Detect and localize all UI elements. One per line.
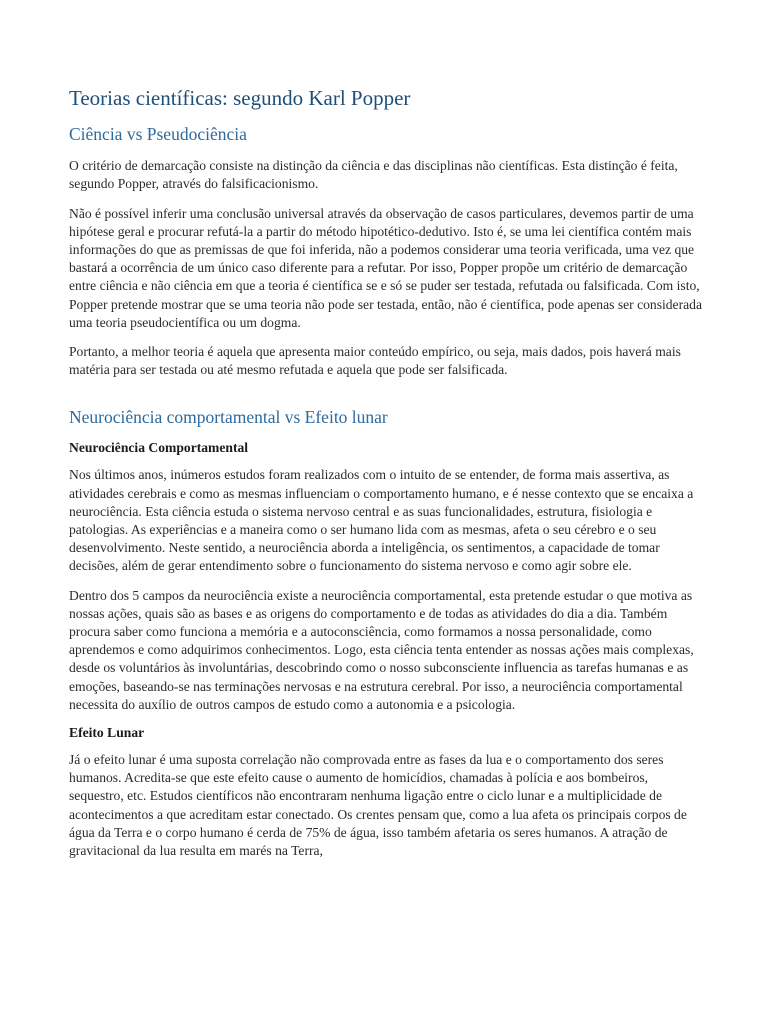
section-heading-neurociencia-vs-efeito-lunar: Neurociência comportamental vs Efeito lunar	[69, 407, 388, 428]
document-page	[69, 86, 703, 871]
paragraph: O critério de demarcação consiste na distinção da ciência e das disciplinas não científicas. Esta distinção é feita, segundo Popper, através do falsificacionismo.	[69, 158, 678, 192]
subsection-heading-efeito-lunar: Efeito Lunar	[69, 725, 145, 741]
section-heading-ciencia-vs-pseudociencia: Ciência vs Pseudociência	[69, 124, 247, 145]
subsection-heading-neurociencia-comportamental: Neurociência Comportamental	[69, 440, 249, 456]
document-title: Teorias científicas: segundo Karl Popper	[69, 86, 411, 110]
paragraph: Dentro dos 5 campos da neurociência existe a neurociência comportamental, esta pretende estudar o que motiva as nossas ações, quais são as bases e as origens do comportamento e de todas as atividades do dia a dia. Também procura saber como funciona a memória e a autoconsciência, como formamos a nossa personalidade, como aprendemos e como adquirimos conhecimentos. Logo, esta ciência tenta entender as nossas ações mais complexas, desde os voluntários às involuntárias, descobrindo como o nosso subconsciente influencia as tarefas humanas e as emoções, baseando-se nas terminações nervosas e na estrutura cerebral. Por isso, a neurociência comportamental necessita do auxílio de outros campos de estudo como a autonomia e a psicologia.	[69, 587, 694, 712]
paragraph: Nos últimos anos, inúmeros estudos foram realizados com o intuito de se entender, de forma mais assertiva, as atividades cerebrais e como as mesmas influenciam o comportamento humano, e é nesse contexto que se encaixa a neurociência. Esta ciência estuda o sistema nervoso central e as suas funcionalidades, estrutura, fisiologia e patologias. As experiências e a maneira como o ser humano lida com as mesmas, afeta o seu cérebro e o seu desenvolvimento. Neste sentido, a neurociência aborda a inteligência, os sentimentos, a capacidade de tomar decisões, além de gerar entendimento sobre o funcionamento do sistema nervoso e como agir sobre ele.	[69, 467, 694, 574]
paragraph: Não é possível inferir uma conclusão universal através da observação de casos particulares, devemos partir de uma hipótese geral e procurar refutá-la a partir do método hipotético-dedutivo. Isto é, se uma lei científica contém mais informações do que as premissas de que foi inferida, não a podemos considerar uma teoria verificada, uma vez que bastará a ocorrência de um único caso diferente para a refutar. Por isso, Popper propõe um critério de demarcação entre ciência e não ciência em que a teoria é científica se e só se puder ser testada, refutada ou falsificada. Com isto, Popper pretende mostrar que se uma teoria não pode ser testada, então, não é científica, pode apenas ser considerada uma teoria pseudocientífica ou um dogma.	[69, 205, 702, 330]
paragraph: Já o efeito lunar é uma suposta correlação não comprovada entre as fases da lua e o comportamento dos seres humanos. Acredita-se que este efeito cause o aumento de homicídios, chamadas à polícia e aos bombeiros, sequestro, etc. Estudos científicos não encontraram nenhuma ligação entre o ciclo lunar e a multiplicidade de acontecimentos a que acreditam estar conectado. Os crentes pensam que, como a lua afeta os principais corpos de água da Terra e o corpo humano é cerda de 75% de água, isso também afetaria os seres humanos. A atração de gravitacional da lua resulta em marés na Terra,	[69, 752, 687, 859]
paragraph: Portanto, a melhor teoria é aquela que apresenta maior conteúdo empírico, ou seja, mais dados, pois haverá mais matéria para ser testada ou até mesmo refutada e aquela que pode ser falsificada.	[69, 344, 681, 378]
